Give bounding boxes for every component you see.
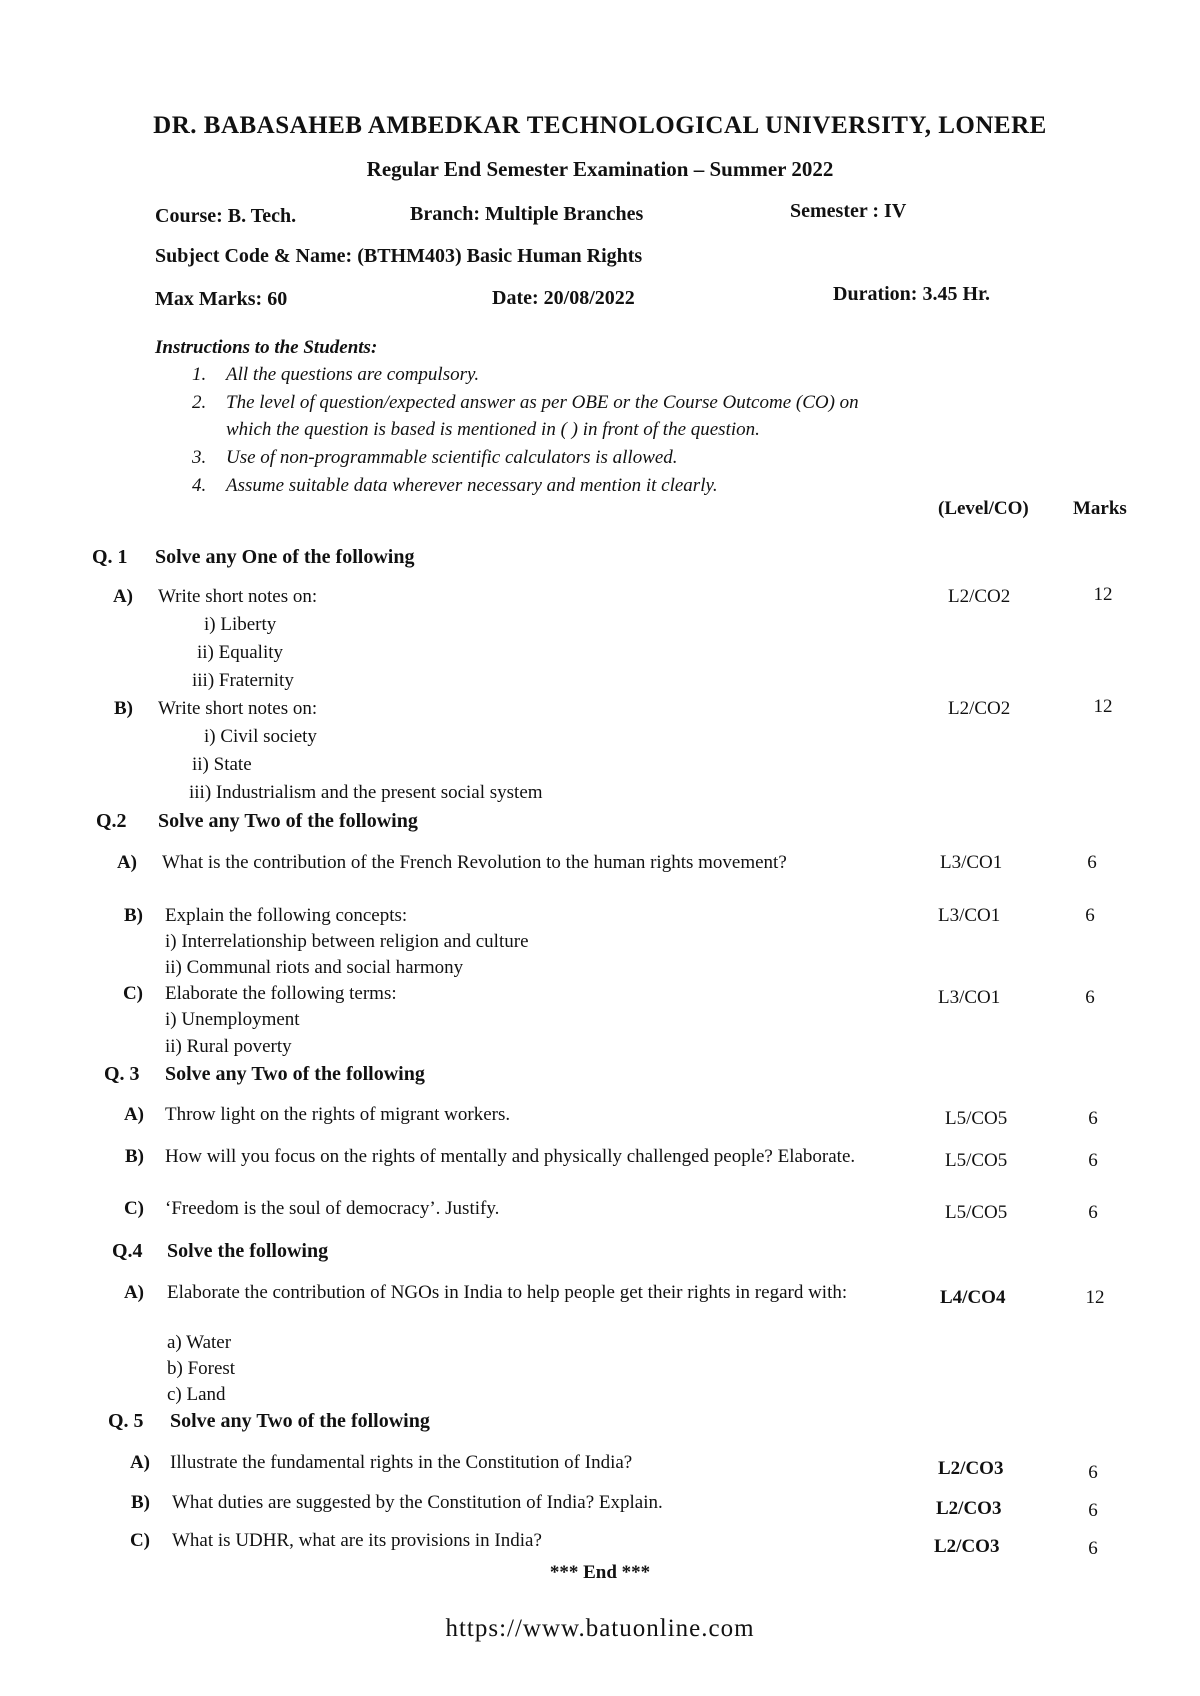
marks: 6: [1088, 1462, 1098, 1483]
question-number: Q. 1: [92, 546, 128, 568]
marks: 12: [1093, 584, 1113, 605]
sub-question-text: What is UDHR, what are its provisions in India?: [172, 1530, 542, 1551]
footer-url: https://www.batuonline.com: [445, 1615, 755, 1642]
duration: Duration: 3.45 Hr.: [833, 283, 991, 305]
question-number: Q. 3: [104, 1063, 140, 1085]
sub-question-label: A): [129, 1452, 150, 1473]
level-co: L2/CO3: [936, 1498, 1002, 1519]
level-co: L3/CO1: [938, 905, 1001, 926]
sub-question-label: C): [122, 983, 143, 1004]
instruction-item: The level of question/expected answer as per OBE or the Course Outcome (CO) on: [226, 392, 859, 413]
exam-date: Date: 20/08/2022: [492, 287, 635, 309]
sub-question-label: B): [125, 1146, 144, 1167]
level-co: L3/CO1: [938, 987, 1001, 1008]
marks: 6: [1088, 1202, 1098, 1223]
marks: 12: [1085, 1287, 1105, 1308]
sub-item: ii) State: [192, 754, 252, 775]
sub-item: ii) Communal riots and social harmony: [165, 957, 464, 978]
marks: 6: [1088, 1150, 1098, 1171]
sub-question-text: Explain the following concepts:: [165, 905, 408, 926]
sub-item: b) Forest: [167, 1358, 236, 1379]
sub-question-label: A): [123, 1104, 144, 1125]
sub-question-text: How will you focus on the rights of mentally and physically challenged people? Elaborate.: [165, 1146, 856, 1167]
level-co: L5/CO5: [945, 1108, 1008, 1129]
sub-item: a) Water: [167, 1332, 232, 1353]
sub-question-text: Elaborate the contribution of NGOs in India to help people get their rights in regard with:: [167, 1282, 848, 1303]
sub-question-label: A): [123, 1282, 144, 1303]
level-co: L2/CO3: [934, 1536, 1000, 1557]
question-number: Q.2: [96, 810, 127, 832]
sub-question-label: A): [112, 586, 133, 607]
marks: 6: [1085, 987, 1095, 1008]
marks: 6: [1085, 905, 1095, 926]
instruction-item: Assume suitable data wherever necessary and mention it clearly.: [226, 475, 718, 496]
question-title: Solve any Two of the following: [170, 1410, 430, 1432]
level-co: L2/CO2: [948, 698, 1011, 719]
question-title: Solve any Two of the following: [158, 810, 418, 832]
sub-question-text: ‘Freedom is the soul of democracy’. Justify.: [165, 1198, 500, 1219]
sub-question-text: Elaborate the following terms:: [165, 983, 397, 1004]
max-marks: Max Marks: 60: [155, 288, 288, 310]
sub-item: i) Unemployment: [165, 1009, 300, 1030]
sub-item: i) Civil society: [204, 726, 317, 747]
marks: 6: [1088, 1108, 1098, 1129]
instruction-item: which the question is based is mentioned in ( ) in front of the question.: [226, 419, 760, 440]
question-title: Solve any One of the following: [155, 546, 415, 568]
sub-item: i) Liberty: [204, 614, 277, 635]
sub-question-text: Throw light on the rights of migrant workers.: [165, 1104, 511, 1125]
sub-question-label: B): [114, 698, 133, 719]
level-co: L2/CO3: [938, 1458, 1004, 1479]
instruction-item: All the questions are compulsory.: [226, 364, 480, 385]
sub-item: c) Land: [167, 1384, 226, 1405]
marks-header: Marks: [1073, 498, 1127, 519]
sub-question-text: Illustrate the fundamental rights in the Constitution of India?: [170, 1452, 633, 1473]
instructions-title: Instructions to the Students:: [155, 337, 378, 358]
sub-item: ii) Equality: [197, 642, 284, 663]
question-number: Q.4: [112, 1240, 143, 1262]
sub-question-text: Write short notes on:: [158, 698, 318, 719]
sub-question-text: Write short notes on:: [158, 586, 318, 607]
sub-question-label: C): [123, 1198, 144, 1219]
end-marker: *** End ***: [549, 1562, 651, 1583]
branch: Branch: Multiple Branches: [410, 203, 644, 225]
level-co: L5/CO5: [945, 1150, 1008, 1171]
exam-title: Regular End Semester Examination – Summer 2022: [366, 157, 834, 181]
level-co: L4/CO4: [940, 1287, 1006, 1308]
level-co-header: (Level/CO): [938, 498, 1029, 519]
sub-question-label: A): [116, 852, 137, 873]
sub-item: iii) Fraternity: [192, 670, 294, 691]
instruction-number: 1.: [192, 364, 207, 385]
sub-item: iii) Industrialism and the present social system: [189, 782, 543, 803]
level-co: L3/CO1: [940, 852, 1003, 873]
question-title: Solve any Two of the following: [165, 1063, 425, 1085]
sub-item: i) Interrelationship between religion and culture: [165, 931, 529, 952]
semester: Semester : IV: [790, 200, 907, 222]
instruction-number: 2.: [192, 392, 207, 413]
sub-item: ii) Rural poverty: [165, 1036, 292, 1057]
level-co: L2/CO2: [948, 586, 1011, 607]
sub-question-label: B): [124, 905, 143, 926]
marks: 6: [1087, 852, 1097, 873]
marks: 12: [1093, 696, 1113, 717]
level-co: L5/CO5: [945, 1202, 1008, 1223]
instruction-item: Use of non-programmable scientific calculators is allowed.: [226, 447, 678, 468]
instruction-number: 4.: [192, 475, 207, 496]
course: Course: B. Tech.: [155, 205, 297, 227]
sub-question-label: C): [129, 1530, 150, 1551]
question-title: Solve the following: [167, 1240, 329, 1262]
marks: 6: [1088, 1538, 1098, 1559]
sub-question-label: B): [131, 1492, 150, 1513]
university-name: DR. BABASAHEB AMBEDKAR TECHNOLOGICAL UNIVERSITY, LONERE: [153, 112, 1047, 139]
question-number: Q. 5: [108, 1410, 144, 1432]
marks: 6: [1088, 1500, 1098, 1521]
sub-question-text: What duties are suggested by the Constitution of India? Explain.: [172, 1492, 663, 1513]
subject: Subject Code & Name: (BTHM403) Basic Human Rights: [155, 245, 643, 267]
instruction-number: 3.: [192, 447, 207, 468]
sub-question-text: What is the contribution of the French Revolution to the human rights movement?: [162, 852, 787, 873]
